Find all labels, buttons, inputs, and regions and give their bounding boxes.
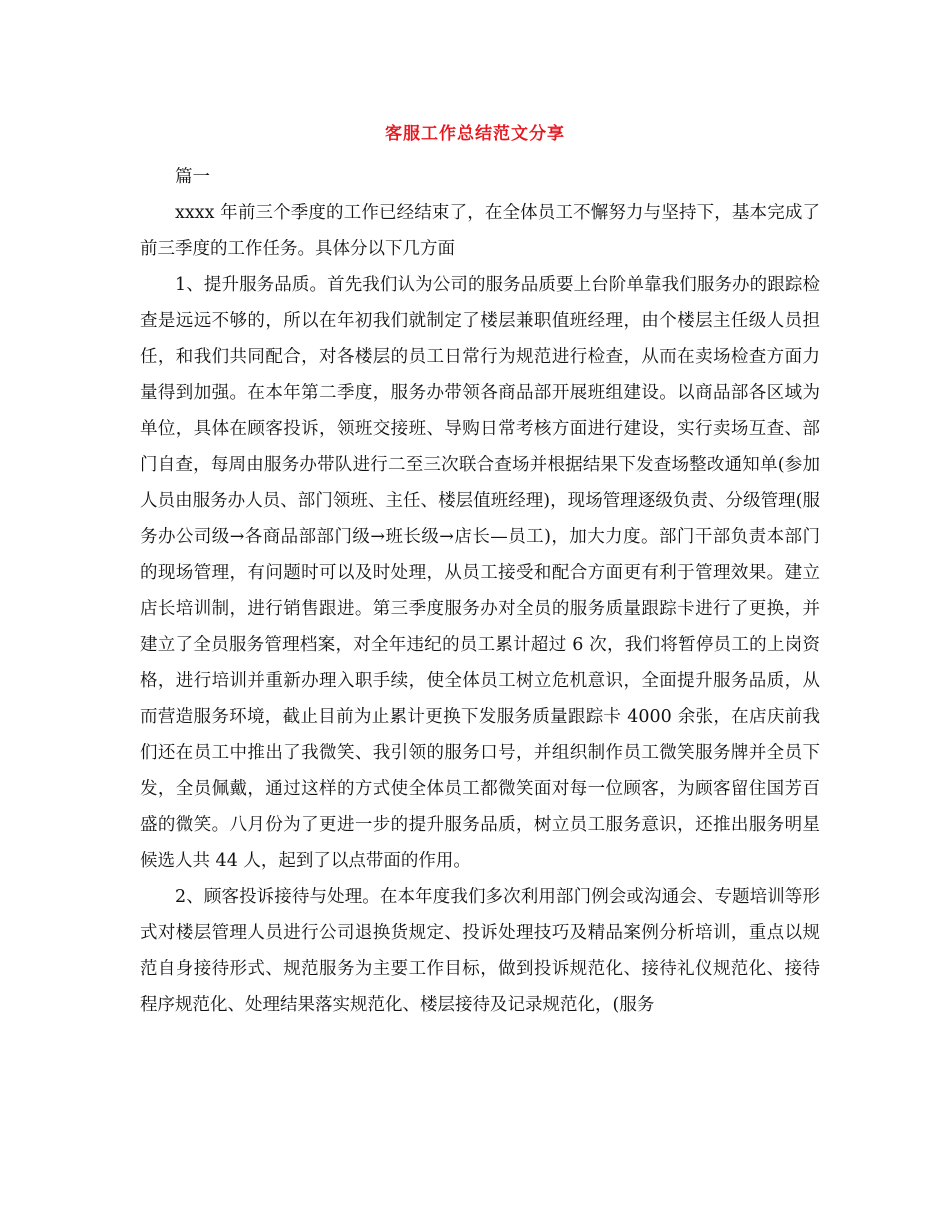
paragraph-service-quality: 1、提升服务品质。首先我们认为公司的服务品质要上台阶单靠我们服务办的跟踪检查是远远不够的，所以在年初我们就制定了楼层兼职值班经理，由个楼层主任级人员担任，和我们共同配合，对各楼层的员工日常行为规范进行检查，从而在卖场检查方面力量得到加强。在本年第二季度，服务办带领各商品部开展班组建设。以商品部各区域为单位，具体在顾客投诉，领班交接班、导购日常考核方面进行建设，实行卖场互查、部门自查，每周由服务办带队进行二至三次联合查场并根据结果下发查场整改通知单(参加人员由服务办人员、部门领班、主任、楼层值班经理)，现场管理逐级负责、分级管理(服务办公司级→各商品部部门级→班长级→店长—员工)，加大力度。部门干部负责本部门的现场管理，有问题时可以及时处理，从员工接受和配合方面更有利于管理效果。建立店长培训制，进行销售跟进。第三季度服务办对全员的服务质量跟踪卡进行了更换，并建立了全员服务管理档案，对全年违纪的员工累计超过 6 次，我们将暂停员工的上岗资格，进行培训并重新办理入职手续，使全体员工树立危机意识，全面提升服务品质，从而营造服务环境，截止目前为止累计更换下发服务质量跟踪卡 4000 余张，在店庆前我们还在员工中推出了我微笑、我引领的服务口号，并组织制作员工微笑服务牌并全员下发，全员佩戴，通过这样的方式使全体员工都微笑面对每一位顾客，为顾客留住国芳百盛的微笑。八月份为了更进一步的提升服务品质，树立员工服务意识，还推出服务明星候选人共 44 人，起到了以点带面的作用。 [140,275,820,871]
paragraph-complaint-handling: 2、顾客投诉接待与处理。在本年度我们多次利用部门例会或沟通会、专题培训等形式对楼层管理人员进行公司退换货规定、投诉处理技巧及精品案例分析培训，重点以规范自身接待形式、规范服务为主要工作目标，做到投诉规范化、接待礼仪规范化、接待程序规范化、处理结果落实规范化、楼层接待及记录规范化，(服务 [140,887,820,1015]
document-body [140,159,820,1023]
paragraph-intro: xxxx 年前三个季度的工作已经结束了，在全体员工不懈努力与坚持下，基本完成了前三季度的工作任务。具体分以下几方面 [140,203,820,259]
section-label: 篇一 [175,167,210,187]
document-title: 客服工作总结范文分享 [385,124,565,144]
